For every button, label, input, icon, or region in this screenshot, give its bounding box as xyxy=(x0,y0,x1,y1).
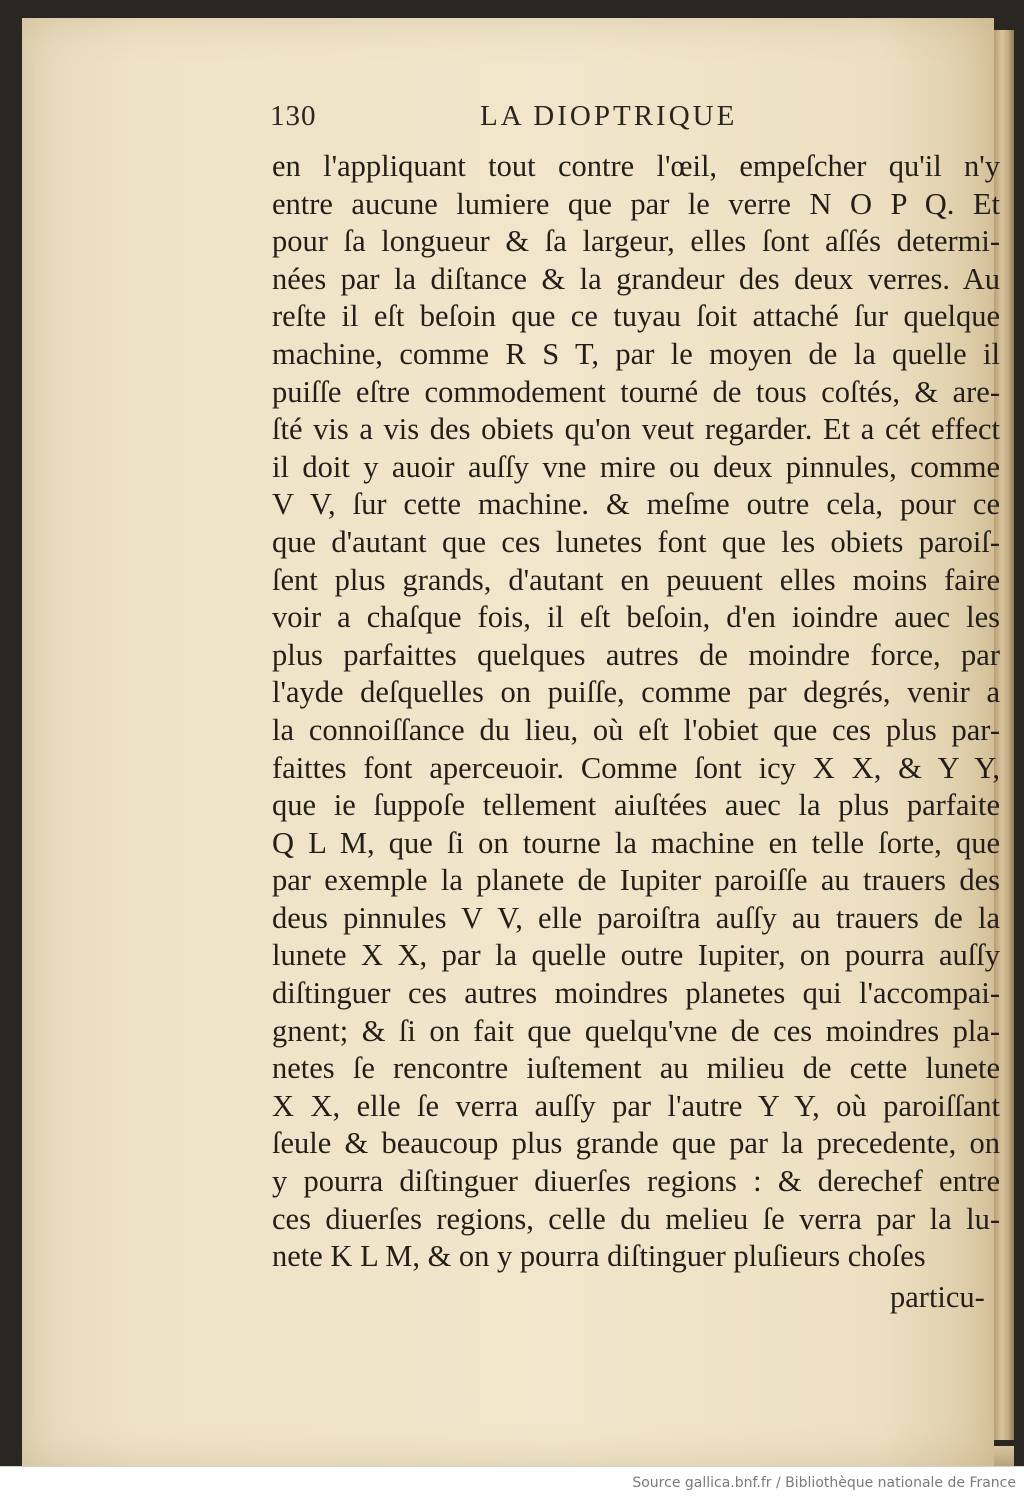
page-header xyxy=(22,100,994,140)
body-text xyxy=(272,148,1000,1276)
text-line: l'ayde deſquelles on puiſſe, comme par degrés, venir a xyxy=(272,675,1000,710)
text-line: reſte il eſt beſoin que ce tuyau ſoit attaché ſur quelque xyxy=(272,299,1000,334)
text-line: ſté vis a vis des obiets qu'on veut regarder. Et a cét effect xyxy=(272,412,1000,447)
text-line: que ie ſuppoſe tellement aiuſtées auec la plus parfaite xyxy=(272,788,1000,823)
text-line: diſtinguer ces autres moindres planetes qui l'accompai- xyxy=(272,976,1000,1011)
source-credit: Source gallica.bnf.fr / Bibliothèque nationale de France xyxy=(632,1475,1016,1491)
text-line: ſeule & beaucoup plus grande que par la precedente, on xyxy=(272,1126,1000,1161)
text-line: ſent plus grands, d'autant en peuuent elles moins faire xyxy=(272,562,1000,597)
text-line: gnent; & ſi on fait que quelqu'vne de ces moindres pla- xyxy=(272,1013,1000,1048)
text-line: lunete X X, par la quelle outre Iupiter, on pourra auſſy xyxy=(272,938,1000,973)
text-line: en l'appliquant tout contre l'œil, empeſcher qu'il n'y xyxy=(272,149,1000,183)
running-title: LA DIOPTRIQUE xyxy=(480,100,738,132)
text-line: machine, comme R S T, par le moyen de la quelle il xyxy=(272,336,1000,371)
text-line: nées par la diſtance & la grandeur des deux verres. Au xyxy=(272,261,1000,296)
catchword: particu- xyxy=(890,1280,985,1314)
text-line: netes ſe rencontre iuſtement au milieu de cette lunete xyxy=(272,1051,1000,1086)
text-line: voir a chaſque fois, il eſt beſoin, d'en ioindre auec les xyxy=(272,600,1000,635)
text-line: V V, ſur cette machine. & meſme outre cela, pour ce xyxy=(272,487,1000,522)
text-line: Q L M, que ſi on tourne la machine en telle ſorte, que xyxy=(272,825,1000,860)
text-line: ces diuerſes regions, celle du melieu ſe verra par la lu- xyxy=(272,1201,1000,1236)
text-line: par exemple la planete de Iupiter paroiſſe au trauers des xyxy=(272,863,1000,898)
text-line: pour ſa longueur & ſa largeur, elles ſont aſſés determi- xyxy=(272,224,1000,259)
text-line: puiſſe eſtre commodement tourné de tous coſtés, & are- xyxy=(272,374,1000,409)
text-line: entre aucune lumiere que par le verre N O P Q. Et xyxy=(272,186,1000,221)
text-line: faittes font aperceuoir. Comme ſont icy X X, & Y Y, xyxy=(272,750,1000,785)
text-line: deus pinnules V V, elle paroiſtra auſſy au trauers de la xyxy=(272,900,1000,935)
text-line: X X, elle ſe verra auſſy par l'autre Y Y, où paroiſſant xyxy=(272,1088,1000,1123)
footer-bar xyxy=(0,1466,1024,1501)
page-number: 130 xyxy=(270,100,317,132)
text-line: nete K L M, & on y pourra diſtinguer pluſieurs choſes xyxy=(272,1239,926,1274)
text-line: y pourra diſtinguer diuerſes regions : & derechef entre xyxy=(272,1164,1000,1199)
text-line: la connoiſſance du lieu, où eſt l'obiet que ces plus par- xyxy=(272,712,1000,747)
text-line: il doit y auoir auſſy vne mire ou deux pinnules, comme xyxy=(272,449,1000,484)
text-line: plus parfaittes quelques autres de moindre force, par xyxy=(272,637,1000,672)
text-line: que d'autant que ces lunetes font que les obiets paroiſ- xyxy=(272,524,1000,559)
book-page xyxy=(22,18,1000,1466)
